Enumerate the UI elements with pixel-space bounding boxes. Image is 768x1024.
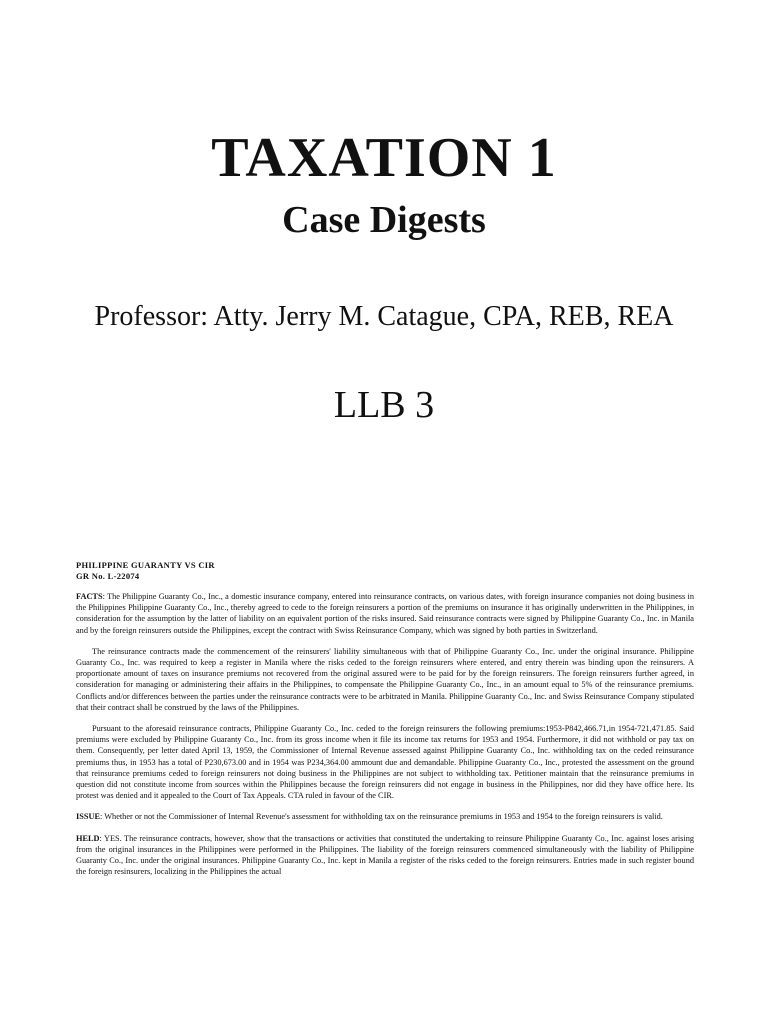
issue-text: : Whether or not the Commissioner of Internal Revenue's assessment for withholding tax on the reinsurance premiums in 1953 and 1954 to the foreign reinsurers is valid.: [99, 812, 663, 822]
cover-subtitle: Case Digests: [282, 199, 486, 241]
facts-text: : The Philippine Guaranty Co., Inc., a domestic insurance company, entered into reinsurance contracts, on various dates, with foreign insurance companies not doing business in the Philippines Philippine Guaranty Co., Inc., thereby agreed to cede to the foreign reinsurers a portion of the premiums on insurance it has originally underwritten in the Philippines, in consideration for the assumption by the latter of liability on an equivalent portion of the risks insured. Said reinsurance contracts were signed by Philippine Guaranty Co., Inc. in Manila and by the foreign reinsurers outside the Philippines, except the contract with Swiss Reinsurance Company, which was signed by both parties in Switzerland.: [76, 592, 694, 635]
held-text: : YES. The reinsurance contracts, however, show that the transactions or activities that constituted the undertaking to reinsure Philippine Guaranty Co., Inc. against loses arising from the original insurances in the Philippines were performed in the Philippines. The liability of the foreign reinsurers commenced simultaneously with the liability of Philippine Guaranty Co., Inc. under the original insurances. Philippine Guaranty Co., Inc. kept in Manila a register of the risks ceded to the foreign reinsurers. Entries made in such register bound the foreign resinsurers, localizing in the Philippines the actual: [76, 833, 694, 877]
issue-paragraph: [76, 811, 694, 822]
cover-title: TAXATION 1: [211, 127, 557, 189]
facts-label: FACTS: [76, 592, 103, 601]
held-paragraph: [76, 833, 694, 878]
facts-paragraph-2: The reinsurance contracts made the commencement of the reinsurers' liability simultaneous with that of Philippine Guaranty Co., Inc. under the original insurance. Philippine Guaranty Co., Inc. was required to keep a register in Manila where the risks ceded to the foreign reinsurers where entered, and entry therein was binding upon the reinsurers. A proportionate amount of taxes on insurance premiums not recovered from the original assured were to be paid for by the foreign reinsurers. The foreign reinsurers further agreed, in consideration for managing or administering their affairs in the Philippines, to compensate the Philippine Guaranty Co., Inc., in an amount equal to 5% of the reinsurance premiums. Conflicts and/or differences between the parties under the reinsurance contracts were to be arbitrated in Manila. Philippine Guaranty Co., Inc. and Swiss Reinsurance Company stipulated that their contract shall be construed by the laws of the Philippines.: [76, 646, 694, 712]
facts-paragraph: [76, 591, 694, 636]
case-digest: [76, 560, 694, 877]
issue-label: ISSUE: [76, 812, 100, 822]
cover-professor: Professor: Atty. Jerry M. Catague, CPA, REB, REA: [94, 301, 674, 332]
facts-paragraph-3: Pursuant to the aforesaid reinsurance contracts, Philippine Guaranty Co., Inc. ceded to the foreign reinsurers the following premiums:1953-P842,466.71,in 1954-721,471.85. Said premiums were excluded by Philippine Guaranty Co., Inc. from its gross income when it file its income tax returns for 1953 and 1954. Furthermore, it did not withhold or pay tax on them. Consequently, per letter dated April 13, 1959, the Commissioner of Internal Revenue assessed against Philippine Guaranty Co., Inc. withholding tax on the ceded reinsurance premiums thus, in 1953 has a total of P230,673.00 and in 1954 was P234,364.00 ammount due and demandable. Philippine Guaranty Co., Inc., protested the assessment on the ground that reinsurance premiums ceded to foreign reinsurers not doing business in the Philippines are not subject to withholding tax. Petitioner maintain that the reinsurance premiums in question did not constitute income from sources within the Philippines because the foreign reinsurers did not engage in business in the Philippines, nor did they have office here. Its protest was denied and it appealed to the Court of Tax Appeals. CTA ruled in favour of the CIR.: [76, 724, 694, 801]
cover-class: LLB 3: [333, 384, 435, 426]
case-title: PHILIPPINE GUARANTY VS CIR: [76, 560, 215, 570]
case-gr-number: GR No. L-22074: [76, 570, 140, 581]
held-label: HELD: [76, 833, 100, 843]
